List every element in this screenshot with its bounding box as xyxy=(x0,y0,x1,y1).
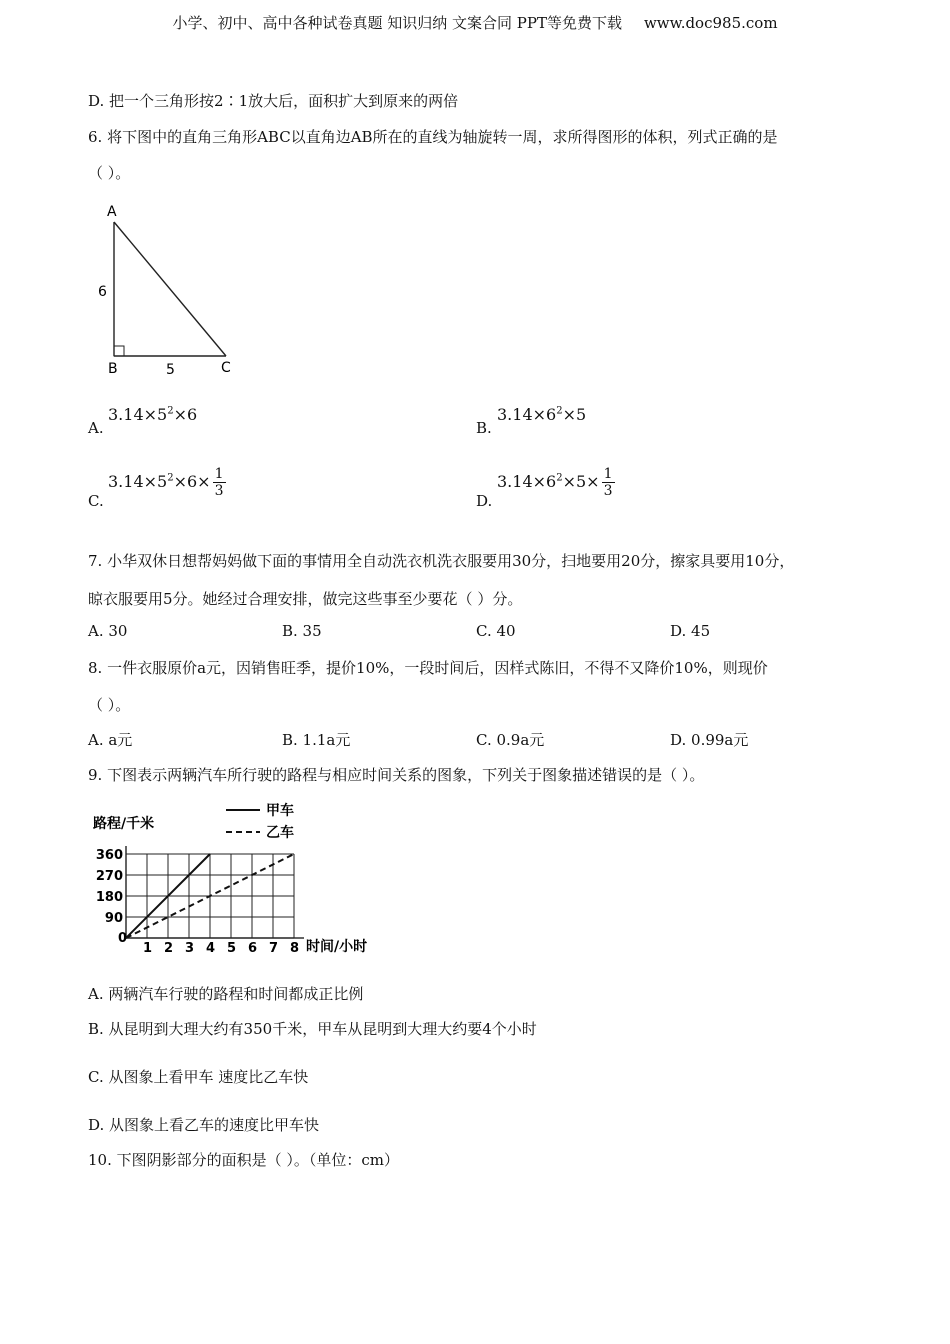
chart-legend xyxy=(226,802,294,841)
q5-option-d: D. 把一个三角形按2∶1放大后，面积扩大到原来的两倍 xyxy=(88,92,459,110)
q9-option-b: B. 从昆明到大理大约有350千米，甲车从昆明到大理大约要4个小时 xyxy=(88,1020,537,1038)
distance-time-chart xyxy=(88,798,388,960)
y-tick-label: 180 xyxy=(95,890,123,905)
right-angle-mark xyxy=(114,346,124,356)
side-bc-length: 5 xyxy=(166,362,175,378)
q6-stem-line1: 6. 将下图中的直角三角形ABC以直角边AB所在的直线为轴旋转一周，求所得图形的体积，列式正确的是 xyxy=(88,128,778,146)
y-tick-label: 90 xyxy=(104,911,123,926)
q7-option-b: B. 35 xyxy=(282,622,322,640)
q8-option-b: B. 1.1a元 xyxy=(282,731,351,749)
q7-option-d: D. 45 xyxy=(670,622,711,640)
q8-option-a: A. a元 xyxy=(88,731,133,749)
q10-stem: 10. 下图阴影部分的面积是（ ）。（单位：cm） xyxy=(88,1151,400,1169)
q8-stem-line2: （ ）。 xyxy=(88,696,131,714)
q9-option-d: D. 从图象上看乙车的速度比甲车快 xyxy=(88,1116,320,1134)
x-tick-label: 2 xyxy=(164,941,174,956)
y-tick-label: 360 xyxy=(95,848,123,863)
page-header xyxy=(0,12,950,33)
q6-stem-line2: （ ）。 xyxy=(88,164,131,182)
x-tick-label: 0 xyxy=(118,931,128,946)
triangle-figure xyxy=(90,196,250,382)
q9-option-c: C. 从图象上看甲车 速度比乙车快 xyxy=(88,1068,309,1086)
q6-option-c-label: C. xyxy=(88,492,104,510)
vertex-c-label: C xyxy=(221,360,231,376)
x-tick-label: 5 xyxy=(227,941,237,956)
q9-stem: 9. 下图表示两辆汽车所行驶的路程与相应时间关系的图象，下列关于图象描述错误的是（ ）。 xyxy=(88,766,705,784)
q6-option-b-label: B. xyxy=(476,419,492,437)
q6-option-d-formula: $3.14\times 6^2\times 5\times$ $\frac{1}{3}$ xyxy=(497,466,613,499)
chart-xlabel: 时间/小时 xyxy=(306,939,368,955)
x-tick-label: 7 xyxy=(269,941,279,956)
side-ab-length: 6 xyxy=(98,284,107,300)
legend-label: 乙车 xyxy=(266,825,294,841)
x-tick-label: 1 xyxy=(143,941,153,956)
vertex-b-label: B xyxy=(108,361,118,377)
side-ac xyxy=(114,222,226,356)
q8-option-c: C. 0.9a元 xyxy=(476,731,545,749)
y-tick-label: 270 xyxy=(95,869,123,884)
x-tick-label: 3 xyxy=(185,941,195,956)
header-text: 小学、初中、高中各种试卷真题 知识归纳 文案合同 PPT等免费下载 xyxy=(172,14,622,32)
x-tick-label: 4 xyxy=(206,941,216,956)
q8-option-d: D. 0.99a元 xyxy=(670,731,749,749)
q7-stem-line2: 晾衣服要用5分。她经过合理安排，做完这些事至少要花（ ）分。 xyxy=(88,590,523,608)
q7-option-c: C. 40 xyxy=(476,622,516,640)
legend-label: 甲车 xyxy=(266,803,294,819)
q6-option-a-formula: $3.14\times 5^2\times 6$ xyxy=(108,405,198,424)
header-site[interactable]: www.doc985.com xyxy=(643,14,778,32)
x-tick-label: 6 xyxy=(248,941,258,956)
q9-option-a: A. 两辆汽车行驶的路程和时间都成正比例 xyxy=(88,985,364,1003)
vertex-a-label: A xyxy=(107,204,117,220)
q6-option-a-label: A. xyxy=(88,419,104,437)
q8-stem-line1: 8. 一件衣服原价a元，因销售旺季，提价10%，一段时间后，因样式陈旧，不得不又降价10%，则现价 xyxy=(88,659,768,677)
q7-stem-line1: 7. 小华双休日想帮妈妈做下面的事情用全自动洗衣机洗衣服要用30分，扫地要用20分，擦家具要用10分， xyxy=(88,552,795,570)
q6-option-b-formula: $3.14\times 6^2\times 5$ xyxy=(497,405,587,424)
q6-option-c-formula: $3.14\times 5^2\times 6\times$ $\frac{1}{3}$ xyxy=(108,466,224,499)
q6-option-d-label: D. xyxy=(476,492,493,510)
x-tick-label: 8 xyxy=(290,941,300,956)
q7-option-a: A. 30 xyxy=(88,622,128,640)
chart-ylabel: 路程/千米 xyxy=(93,816,155,832)
